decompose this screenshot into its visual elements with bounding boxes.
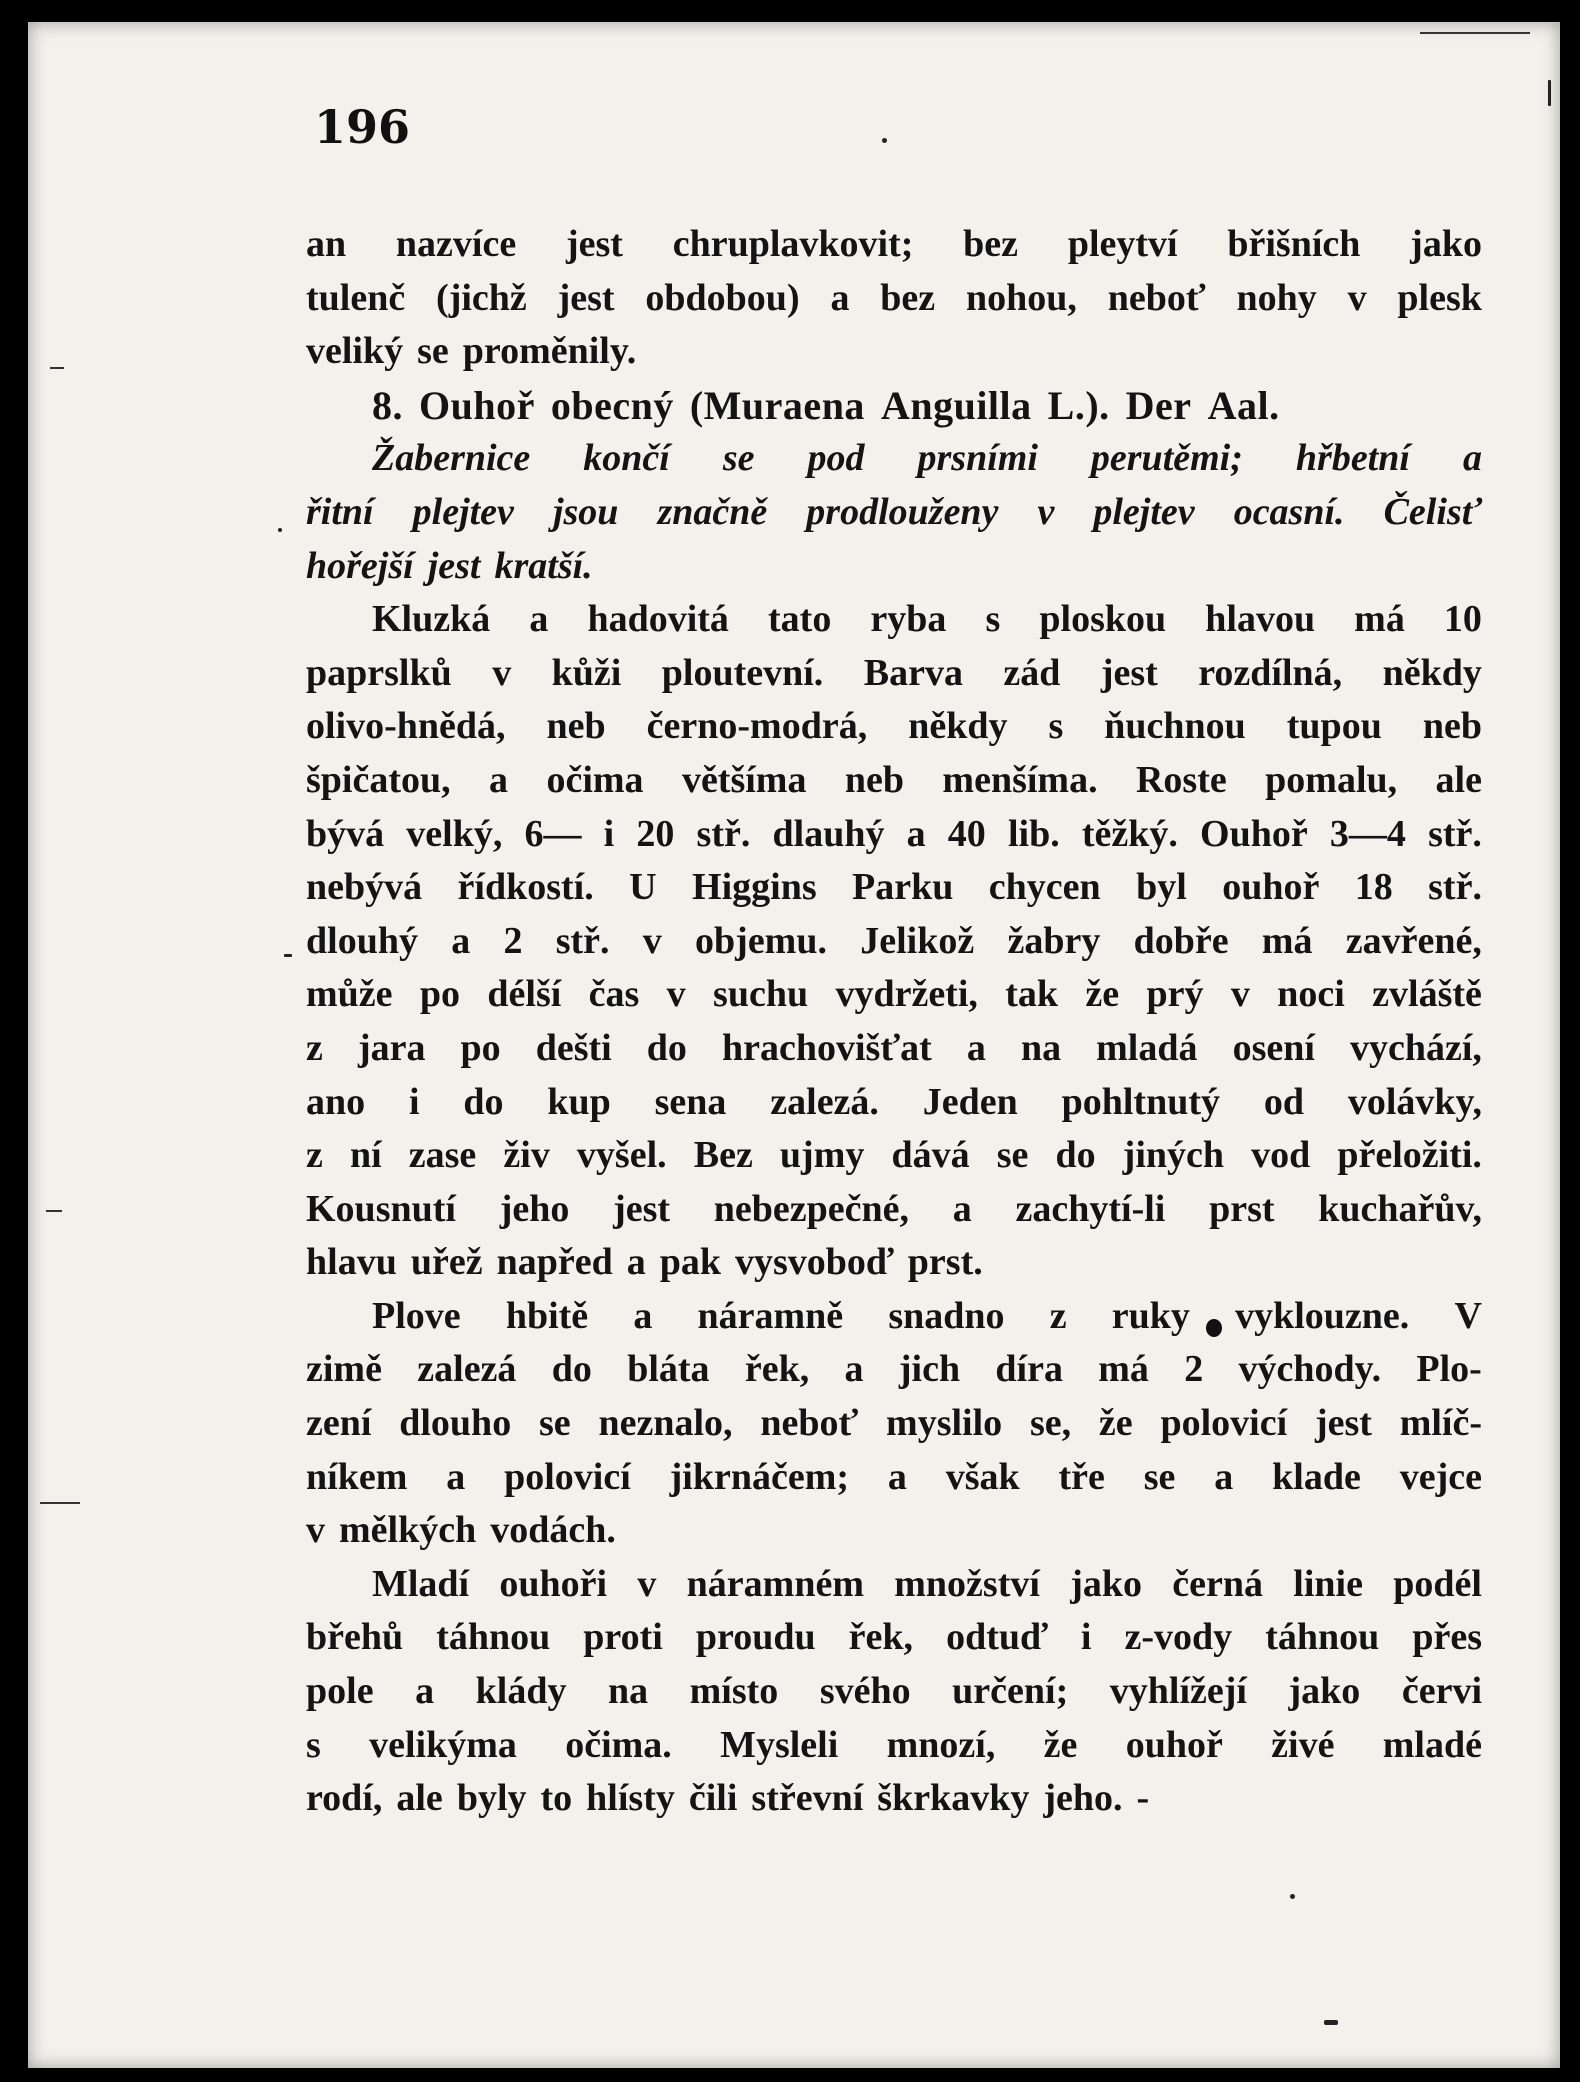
- text-line: olivo-hnědá, neb černo-modrá, někdy s ňuchnou tupou neb: [306, 705, 1482, 748]
- text-line: hořejší jest kratší.: [306, 544, 593, 587]
- text-line: břehů táhnou proti proudu řek, odtuď i z-vody táhnou přes: [306, 1616, 1482, 1659]
- text-line: s velikýma očima. Mysleli mnozí, že ouhoř živé mladé: [306, 1723, 1482, 1766]
- text-line: řitní plejtev jsou značně prodlouženy v plejtev ocasní. Čelisť: [306, 490, 1482, 533]
- text-line: dlouhý a 2 stř. v objemu. Jelikož žabry dobře má zavřené,: [306, 919, 1482, 962]
- text-line: bývá velký, 6— i 20 stř. dlauhý a 40 lib. těžký. Ouhoř 3—4 stř.: [306, 812, 1482, 855]
- page-number: 196: [314, 100, 411, 154]
- text-line: Kluzká a hadovitá tato ryba s ploskou hlavou má 10: [372, 598, 1482, 641]
- text-line: níkem a polovicí jikrnáčem; a však tře se a klade vejce: [306, 1455, 1482, 1498]
- text-line: pole a klády na místo svého určení; vyhlížejí jako červi: [306, 1670, 1482, 1713]
- text-line: špičatou, a očima většíma neb menšíma. Roste pomalu, ale: [306, 758, 1482, 801]
- speck: [1548, 80, 1551, 106]
- scanned-page: [28, 22, 1560, 2068]
- body-text: [306, 218, 1482, 1826]
- text-line: veliký se proměnily.: [306, 330, 637, 373]
- speck: [284, 954, 292, 957]
- edge-mark: [1420, 32, 1530, 34]
- text-line: zimě zalezá do bláta řek, a jich díra má 2 východy. Plo-: [306, 1348, 1482, 1391]
- edge-mark: [50, 367, 64, 369]
- speck: [882, 138, 887, 143]
- text-line: hlavu uřež napřed a pak vysvoboď prst.: [306, 1241, 983, 1284]
- text-line: nebývá řídkostí. U Higgins Parku chycen byl ouhoř 18 stř.: [306, 866, 1482, 909]
- text-line: an nazvíce jest chruplavkovit; bez pleytví břišních jako: [306, 223, 1482, 265]
- text-line: z jara po dešti do hrachovišťat a na mladá osení vychází,: [306, 1026, 1482, 1069]
- text-line: Mladí ouhoři v náramném množství jako černá linie podél: [372, 1562, 1482, 1605]
- text-line: Plove hbitě a náramně snadno z ruky vyklouzne. V: [372, 1294, 1482, 1337]
- ink-blot: [1206, 1319, 1222, 1337]
- text-line: Žabernice končí se pod prsními perutěmi; hřbetní a: [372, 437, 1482, 480]
- text-line: může po délší čas v suchu vydržeti, tak že prý v noci zvláště: [306, 973, 1482, 1016]
- text-line: v mělkých vodách.: [306, 1509, 616, 1552]
- text-line: Kousnutí jeho jest nebezpečné, a zachytí-li prst kuchařův,: [306, 1187, 1482, 1230]
- edge-mark: [40, 1502, 80, 1504]
- text-line: ano i do kup sena zalezá. Jeden pohltnutý od volávky,: [306, 1080, 1482, 1123]
- speck: [278, 528, 282, 532]
- text-line: paprslků v kůži ploutevní. Barva zád jest rozdílná, někdy: [306, 651, 1482, 694]
- edge-mark: [46, 1210, 62, 1212]
- speck: [1290, 1894, 1295, 1899]
- text-line: z ní zase živ vyšel. Bez ujmy dává se do jiných vod přeložiti.: [306, 1134, 1482, 1177]
- speck: [1324, 2020, 1338, 2025]
- text-line: zení dlouho se neznalo, neboť myslilo se, že polovicí jest mlíč-: [306, 1402, 1482, 1445]
- text-line: 8. Ouhoř obecný (Muraena Anguilla L.). Der Aal.: [372, 382, 1280, 428]
- text-line: tulenč (jichž jest obdobou) a bez nohou, neboť nohy v plesk: [306, 276, 1482, 319]
- text-line: rodí, ale byly to hlísty čili střevní škrkavky jeho. -: [306, 1777, 1150, 1820]
